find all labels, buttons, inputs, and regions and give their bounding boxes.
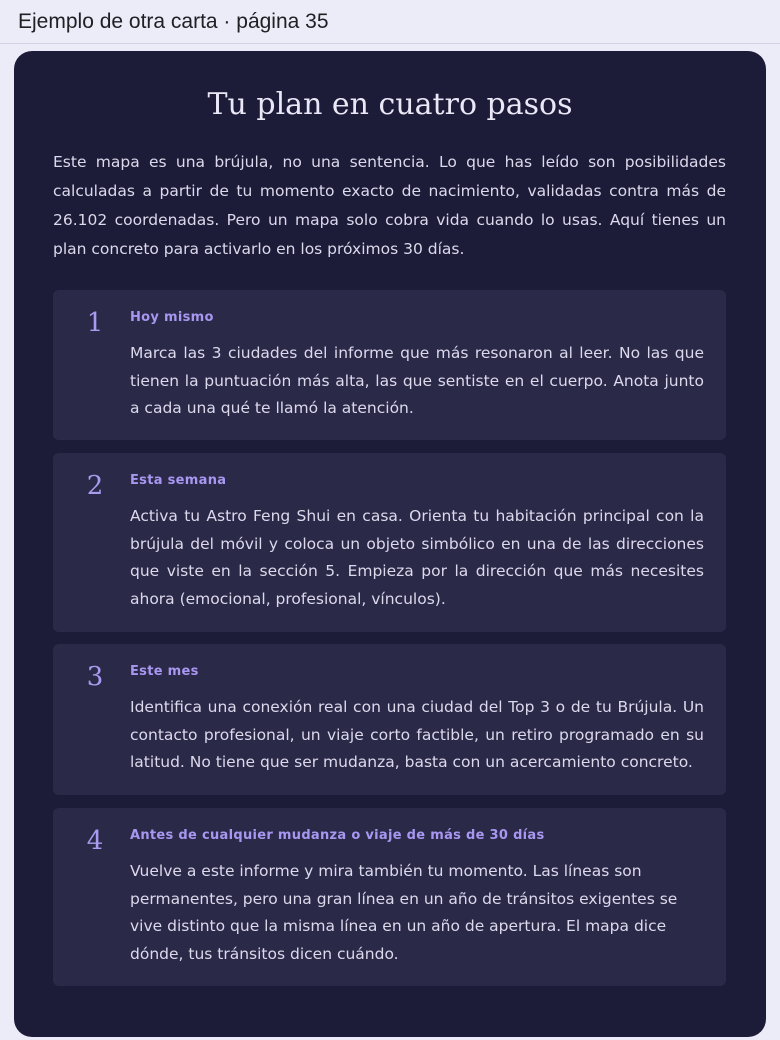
step-text: Vuelve a este informe y mira también tu momento. Las líneas son permanentes, pero una gran línea en un año de tránsitos exigentes se vive distinto que la misma línea en un año de apertura. El mapa dice dónde, tus tránsitos dicen cuándo. — [130, 862, 678, 963]
page-title: Ejemplo de otra carta · página 35 — [18, 10, 329, 33]
step-label: Este mes — [130, 664, 199, 679]
step-number: 1 — [86, 308, 104, 338]
step-label: Hoy mismo — [130, 310, 214, 325]
step-text: Activa tu Astro Feng Shui en casa. Orienta tu habitación principal con la brújula del móvil y coloca un objeto simbólico en una de las direcciones que viste en la sección 5. Empieza por la dirección que más necesites ahora (emocional, profesional, vínculos). — [130, 507, 704, 608]
step-label: Antes de cualquier mudanza o viaje de más de 30 días — [130, 828, 545, 843]
card-title: Tu plan en cuatro pasos — [207, 87, 573, 122]
step-number: 4 — [86, 826, 104, 856]
step-text: Marca las 3 ciudades del informe que más resonaron al leer. No las que tienen la puntuación más alta, las que sentiste en el cuerpo. Anota junto a cada una qué te llamó la atención. — [130, 344, 704, 417]
step-4-box — [53, 808, 726, 986]
step-2-box — [53, 453, 726, 632]
intro-paragraph: Este mapa es una brújula, no una sentencia. Lo que has leído son posibilidades calculadas a partir de tu momento exacto de nacimiento, validadas contra más de 26.102 coordenadas. Pero un mapa solo cobra vida cuando lo usas. Aquí tienes un plan concreto para activarlo en los próximos 30 días. — [53, 153, 726, 258]
plan-card — [14, 51, 766, 1037]
step-number: 3 — [86, 662, 104, 692]
page-header — [0, 0, 780, 44]
step-3-box — [53, 644, 726, 795]
step-text: Identifica una conexión real con una ciudad del Top 3 o de tu Brújula. Un contacto profesional, un viaje corto factible, un retiro programado en su latitud. No tiene que ser mudanza, basta con un acercamiento concreto. — [130, 698, 704, 771]
step-label: Esta semana — [130, 473, 227, 488]
step-1-box — [53, 290, 726, 440]
step-number: 2 — [86, 471, 104, 501]
